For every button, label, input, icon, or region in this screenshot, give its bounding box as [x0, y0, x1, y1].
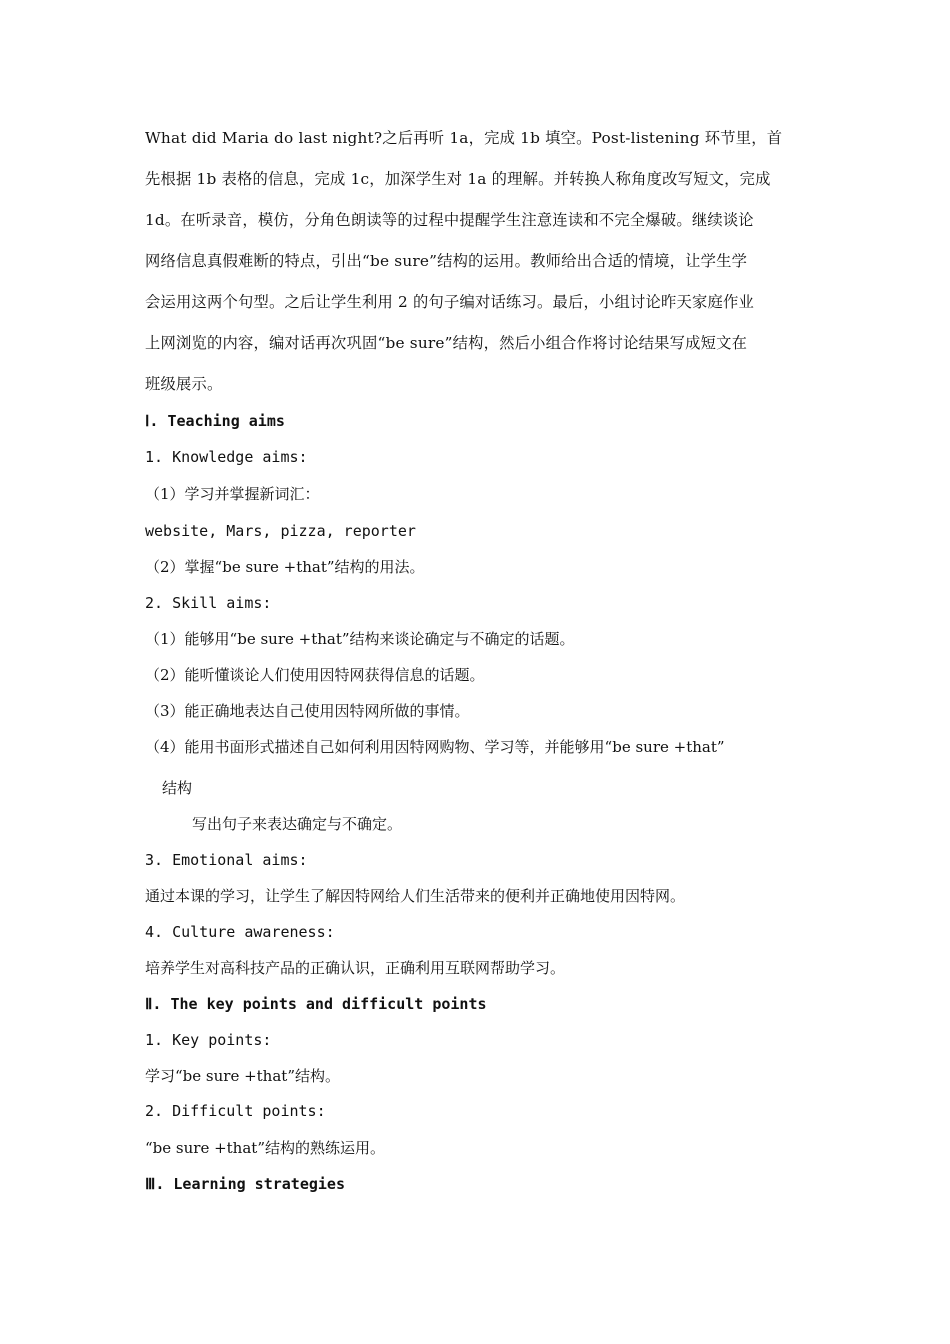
emotional-aims-title: 3. Emotional aims:: [145, 851, 308, 869]
skill-item-1: （1）能够用“be sure +that”结构来谈论确定与不确定的话题。: [145, 630, 575, 648]
skill-item-4-continuation: 结构: [162, 779, 193, 797]
emotional-aims-text: 通过本课的学习，让学生了解因特网给人们生活带来的便利并正确地使用因特网。: [145, 887, 686, 905]
section-heading-learning-strategies: Ⅲ. Learning strategies: [145, 1175, 345, 1193]
skill-aims-title: 2. Skill aims:: [145, 594, 272, 612]
difficult-points-text: “be sure +that”结构的熟练运用。: [145, 1139, 385, 1157]
skill-item-2: （2）能听懂谈论人们使用因特网获得信息的话题。: [145, 666, 485, 684]
section-heading-key-difficult-points: Ⅱ. The key points and difficult points: [145, 995, 487, 1013]
intro-line-3: 1d。在听录音，模仿，分角色朗读等的过程中提醒学生注意连读和不完全爆破。继续谈论: [145, 211, 754, 229]
knowledge-item-1: （1）学习并掌握新词汇：: [145, 485, 320, 503]
skill-item-4-continuation-2: 写出句子来表达确定与不确定。: [192, 815, 403, 833]
intro-line-1: What did Maria do last night?之后再听 1a，完成 1b 填空。Post-listening 环节里，首: [145, 129, 783, 147]
intro-line-6: 上网浏览的内容，编对话再次巩固“be sure”结构，然后小组合作将讨论结果写成短文在: [145, 334, 748, 352]
culture-awareness-title: 4. Culture awareness:: [145, 923, 335, 941]
intro-line-5: 会运用这两个句型。之后让学生利用 2 的句子编对话练习。最后，小组讨论昨天家庭作业: [145, 293, 754, 311]
culture-awareness-text: 培养学生对高科技产品的正确认识，正确利用互联网帮助学习。: [145, 959, 566, 977]
knowledge-aims-title: 1. Knowledge aims:: [145, 448, 308, 466]
difficult-points-title: 2. Difficult points:: [145, 1102, 326, 1120]
knowledge-item-2: （2）掌握“be sure +that”结构的用法。: [145, 558, 425, 576]
section-heading-teaching-aims: Ⅰ. Teaching aims: [145, 412, 285, 430]
vocabulary-list: website, Mars, pizza, reporter: [145, 522, 416, 540]
intro-line-7: 班级展示。: [145, 375, 223, 393]
intro-line-4: 网络信息真假难断的特点，引出“be sure”结构的运用。教师给出合适的情境，让学生学: [145, 252, 748, 270]
key-points-text: 学习“be sure +that”结构。: [145, 1067, 340, 1085]
intro-line-2: 先根据 1b 表格的信息，完成 1c，加深学生对 1a 的理解。并转换人称角度改写短文，完成: [145, 170, 771, 188]
skill-item-3: （3）能正确地表达自己使用因特网所做的事情。: [145, 702, 470, 720]
key-points-title: 1. Key points:: [145, 1031, 272, 1049]
skill-item-4: （4）能用书面形式描述自己如何利用因特网购物、学习等，并能够用“be sure +that”: [145, 738, 725, 756]
